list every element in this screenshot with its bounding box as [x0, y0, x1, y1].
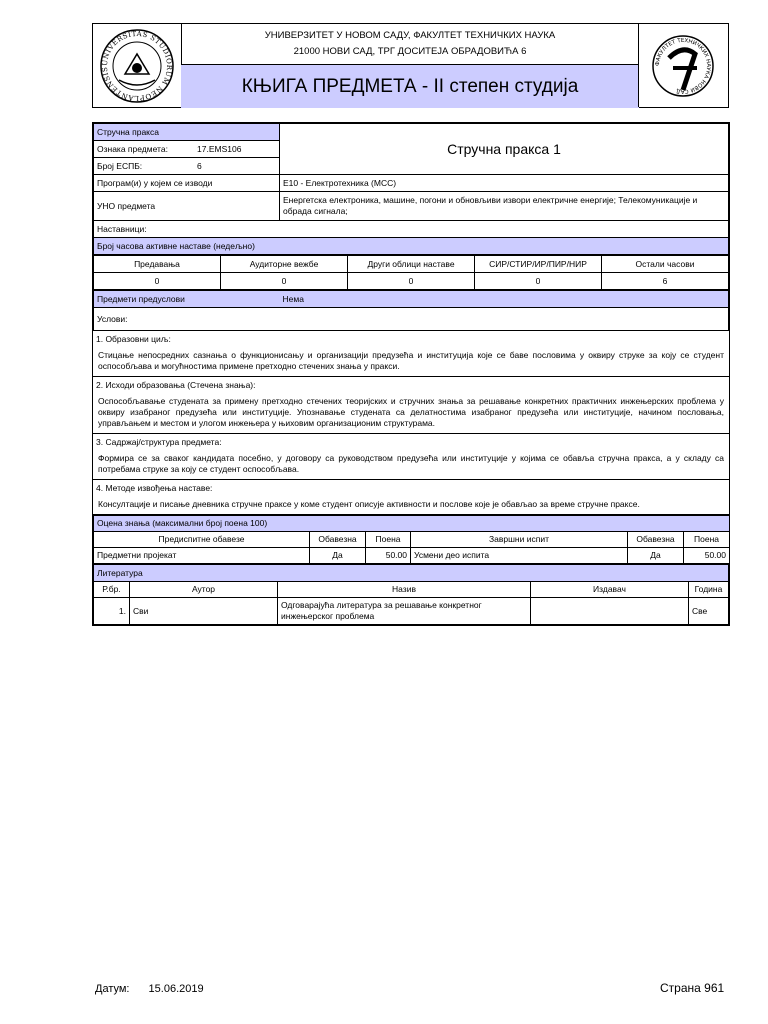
literature-header: Аутор — [130, 582, 278, 598]
course-espb-row — [94, 158, 280, 175]
date-value: 15.06.2019 — [148, 983, 204, 995]
literature-header: Назив — [278, 582, 531, 598]
university-seal-logo — [93, 24, 182, 107]
prereq-table — [93, 290, 729, 331]
university-street: 21000 НОВИ САД, ТРГ ДОСИТЕЈА ОБРАДОВИЋА 6 — [293, 46, 527, 57]
grading-header: Завршни испит — [411, 532, 628, 548]
section-heading: 1. Образовни циљ: — [96, 334, 171, 344]
course-title: Стручна пракса 1 — [280, 124, 729, 175]
hours-header: СИР/СТИР/ИР/ПИР/НИР — [475, 256, 602, 273]
grading-cell: Да — [628, 548, 684, 564]
course-espb-value: 6 — [197, 160, 202, 171]
course-code-value: 17.EMS106 — [197, 143, 242, 154]
university-name: УНИВЕРЗИТЕТ У НОВОМ САДУ, ФАКУЛТЕТ ТЕХНИЧКИХ НАУКА — [264, 30, 556, 41]
faculty-logo-text: ФАКУЛТЕТ ТЕХНИЧКИХ НАУКА НОВИ САД — [654, 37, 712, 95]
hours-header: Аудиторне вежбе — [221, 256, 348, 273]
document-header — [92, 23, 729, 108]
hours-table — [93, 255, 729, 290]
section-body: Формира се за сваког кандидата посебно, у договору са руководством предузећа или институције у којима се обавља стручна пракса, а у складу са потребама струке за коју се студент оспособљава. — [98, 453, 724, 474]
faculty-logo — [638, 24, 728, 107]
section-body: Оспособљавање студената за примену претходно стечених теоријских и стручних знања за решавање конкретних практичних инжењерских проблема у оквиру изабраног предузећа или институције. Упознавање студената са делатностима изабраног предузећа или институције, начином пословања, управљањем и местом и улогом инжењера у њиховим организационим структурама. — [98, 396, 724, 428]
section-body: Консултације и писање дневника стручне праксе у коме студент описује активности и послове које је обављао за време стручне праксе. — [98, 499, 640, 509]
grading-cell: Предметни пројекат — [94, 548, 310, 564]
date-label: Датум: — [95, 983, 130, 995]
uno-value: Енергетска електроника, машине, погони и обновљиви извори електричне енергије; Телекомуникације и обрада сигнала; — [280, 192, 729, 221]
course-espb-label: Број ЕСПБ: — [97, 160, 143, 171]
literature-header: Година — [689, 582, 729, 598]
grading-cell: Усмени део испита — [411, 548, 628, 564]
grading-cell: Да — [310, 548, 366, 564]
programs-label: Програм(и) у којем се изводи — [94, 175, 280, 192]
section-heading: 2. Исходи образовања (Стечена знања): — [96, 380, 256, 390]
literature-table — [93, 564, 729, 625]
section-educational-goal — [93, 331, 729, 377]
course-group: Стручна пракса — [94, 124, 280, 141]
hours-value: 0 — [94, 273, 221, 290]
grading-header: Поена — [684, 532, 730, 548]
course-sheet — [92, 122, 730, 626]
literature-header: Издавач — [531, 582, 689, 598]
grading-cell: 50.00 — [684, 548, 730, 564]
hours-value: 6 — [602, 273, 729, 290]
literature-label: Литература — [94, 565, 729, 582]
prereq-value: Нема — [280, 291, 729, 308]
uno-label: УНО предмета — [94, 192, 280, 221]
university-address — [181, 24, 639, 64]
hours-label: Број часова активне наставе (недељно) — [94, 238, 729, 255]
book-title: КЊИГА ПРЕДМЕТА - II степен студија — [181, 64, 639, 108]
literature-cell: Све — [689, 598, 729, 625]
section-heading: 3. Садржај/структура предмета: — [96, 437, 222, 447]
literature-cell — [531, 598, 689, 625]
course-id-table — [93, 123, 729, 255]
literature-cell: Одговарајућа литература за решавање конкретног инжењерског проблема — [278, 598, 531, 625]
section-heading: 4. Методе извођења наставе: — [96, 483, 213, 493]
hours-value: 0 — [475, 273, 602, 290]
section-teaching-methods — [93, 480, 729, 515]
table-row — [94, 598, 729, 625]
grading-header: Обавезна — [310, 532, 366, 548]
grading-cell: 50.00 — [366, 548, 411, 564]
section-learning-outcomes — [93, 377, 729, 434]
hours-value: 0 — [221, 273, 348, 290]
course-code-label: Ознака предмета: — [97, 143, 168, 154]
grading-header: Предиспитне обавезе — [94, 532, 310, 548]
programs-value: Е10 - Електротехника (МСС) — [280, 175, 729, 192]
hours-header: Предавања — [94, 256, 221, 273]
literature-cell: Сви — [130, 598, 278, 625]
page-number: Страна 961 — [660, 981, 725, 995]
grading-header: Поена — [366, 532, 411, 548]
grading-table — [93, 515, 730, 564]
literature-header: Р.бр. — [94, 582, 130, 598]
literature-cell: 1. — [94, 598, 130, 625]
grading-label: Оцена знања (максимални број поена 100) — [94, 516, 730, 532]
section-course-content — [93, 434, 729, 480]
seal-text: UNIVERSITAS STUDIORUM NEOPLANTENSIS — [100, 29, 174, 103]
hours-header: Остали часови — [602, 256, 729, 273]
teachers-label: Наставници: — [94, 221, 729, 238]
hours-value: 0 — [348, 273, 475, 290]
hours-header: Други облици наставе — [348, 256, 475, 273]
course-code-row — [94, 141, 280, 158]
footer-date — [95, 983, 204, 995]
grading-header: Обавезна — [628, 532, 684, 548]
conditions-label: Услови: — [94, 308, 729, 331]
section-body: Стицање непосредних сазнања о функционисању и организацији предузећа и институција које се баве пословима у оквиру струке за коју се студент оспособљава и могућностима примене претходно стечених знања у пракси. — [98, 350, 724, 371]
prereq-label: Предмети предуслови — [94, 291, 280, 308]
